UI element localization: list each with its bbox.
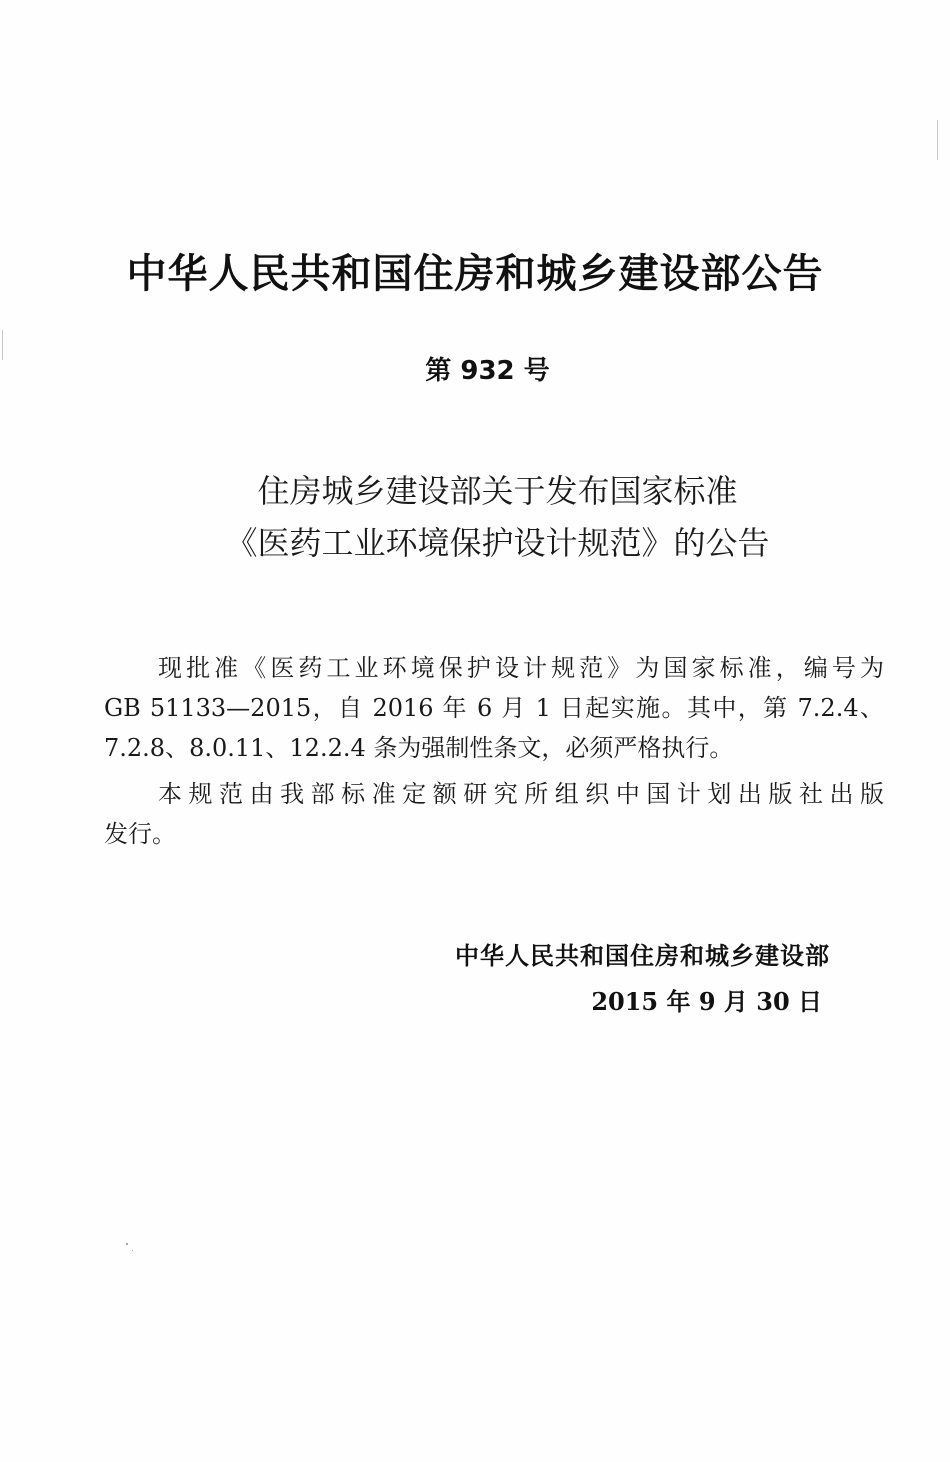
signature-organization: 中华人民共和国住房和城乡建设部 xyxy=(455,942,830,970)
signature-date: 2015 年 9 月 30 日 xyxy=(591,987,822,1016)
announcement-title: 中华人民共和国住房和城乡建设部公告 xyxy=(126,251,824,297)
body-paragraph-2-line-1: 本规范由我部标准定额研究所组织中国计划出版社出版 xyxy=(158,780,884,808)
scan-edge-mark xyxy=(2,330,3,360)
notice-number: 第 932 号 xyxy=(425,356,550,386)
body-paragraph-1-line-1: 现批准《医药工业环境保护设计规范》为国家标准，编号为 xyxy=(158,654,884,682)
scan-speck xyxy=(126,1243,128,1245)
subtitle-line-1: 住房城乡建设部关于发布国家标准 xyxy=(257,472,738,510)
body-paragraph-1-line-3: 7.2.8、8.0.11、12.2.4 条为强制性条文，必须严格执行。 xyxy=(104,734,734,762)
scan-speck xyxy=(132,1250,133,1251)
body-paragraph-2-line-2: 发行。 xyxy=(104,820,176,848)
body-paragraph-1-line-2: GB 51133—2015，自 2016 年 6 月 1 日起实施。其中，第 7.2.4、 xyxy=(104,694,884,722)
scan-edge-mark xyxy=(937,120,938,160)
subtitle-line-2: 《医药工业环境保护设计规范》的公告 xyxy=(225,524,770,562)
